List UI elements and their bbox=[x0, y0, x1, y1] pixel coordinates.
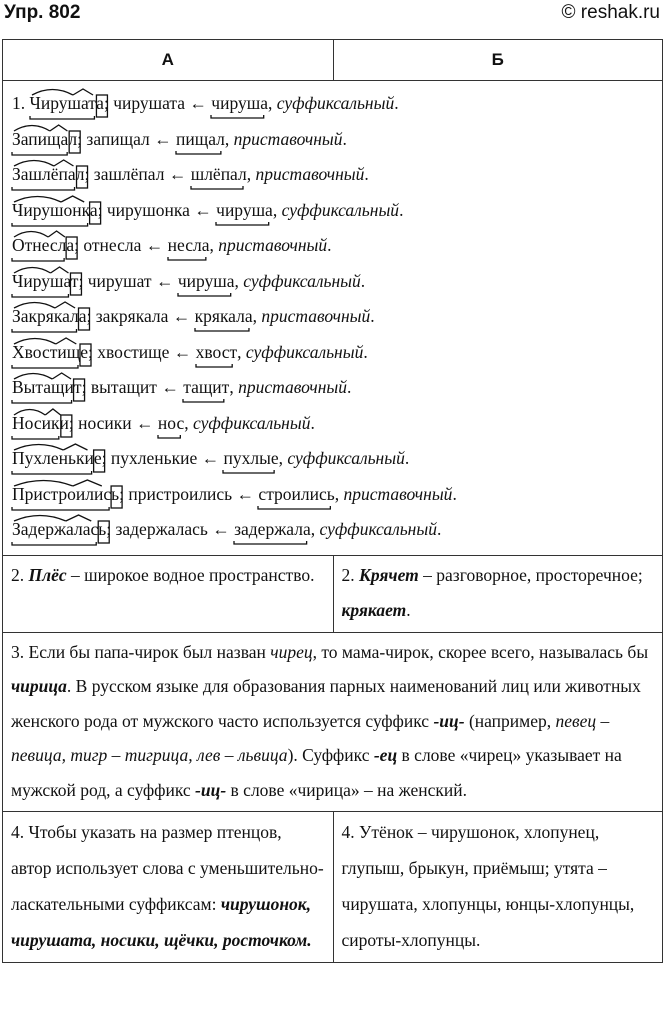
analysis-end: . bbox=[394, 93, 399, 113]
analysis-end: . bbox=[364, 164, 369, 184]
analysis-line bbox=[12, 512, 661, 548]
analysis-type: приставочный bbox=[233, 128, 343, 149]
root-arc bbox=[14, 267, 51, 273]
q2-row bbox=[3, 555, 663, 632]
root-arc bbox=[14, 303, 55, 309]
q3-italic-1: чирец bbox=[270, 641, 313, 662]
analysis-word2: хвостище bbox=[97, 341, 170, 362]
morpheme-marks bbox=[10, 299, 101, 335]
analysis-line bbox=[12, 264, 661, 300]
analysis-sep: ; bbox=[97, 199, 107, 220]
q3-text-4: (например, bbox=[464, 710, 556, 731]
q2-a-text: – широкое водное пространство. bbox=[66, 564, 315, 585]
analysis-type: приставочный bbox=[218, 235, 328, 255]
q3-row bbox=[3, 632, 663, 812]
q4-row bbox=[3, 812, 663, 963]
analysis-comma: , bbox=[209, 235, 219, 255]
analysis-type: приставочный bbox=[255, 164, 365, 184]
analysis-word2: чирушат bbox=[87, 270, 152, 291]
analysis-arrow: ← bbox=[197, 448, 224, 468]
q2-b-cell: 2. Крячет – разговорное, просторечное; крякает. bbox=[333, 555, 662, 632]
analysis-word: Чирушонка bbox=[12, 193, 98, 229]
q4-a-words: чирушонок, чирушата, носики, щёчки, росточком. bbox=[11, 894, 312, 950]
base-stem-bracket bbox=[176, 264, 237, 300]
base-stem-bracket bbox=[221, 441, 280, 477]
analysis-end: . bbox=[363, 341, 368, 362]
analysis-end: . bbox=[347, 377, 352, 397]
morpheme-marks bbox=[10, 441, 116, 477]
q2-b-term: Крячет bbox=[359, 564, 419, 585]
analysis-type: приставочный bbox=[238, 377, 347, 397]
root-arc bbox=[14, 480, 73, 486]
q4-b-cell bbox=[333, 812, 662, 963]
analysis-line bbox=[12, 406, 661, 442]
stem-bracket bbox=[12, 187, 75, 190]
analysis-base: пухлые bbox=[223, 441, 278, 477]
base-stem-bracket bbox=[209, 86, 270, 122]
q3-text-1: 3. Если бы папа-чирок был назван bbox=[11, 641, 271, 662]
base-stem-bracket bbox=[189, 157, 249, 193]
q3-text-6: в слове «чирец» указывает на мужской род, а суффикс bbox=[11, 745, 622, 800]
q3-bold-2: -иц- bbox=[433, 710, 465, 731]
source-label: © reshak.ru bbox=[561, 2, 660, 23]
analysis-word: Носики bbox=[12, 406, 69, 442]
analysis-line bbox=[12, 370, 661, 406]
analysis-comma: , bbox=[237, 341, 246, 362]
analysis-type: суффиксальный bbox=[192, 412, 311, 433]
analysis-arrow: ← bbox=[207, 519, 235, 539]
analysis-word2: вытащит bbox=[90, 377, 157, 397]
analysis-word: Чирушата bbox=[30, 86, 104, 122]
analysis-base: задержала bbox=[234, 512, 311, 548]
analysis-type: суффиксальный bbox=[276, 93, 395, 113]
analysis-word2: пухленькие bbox=[110, 448, 198, 468]
analysis-comma: , bbox=[234, 270, 244, 291]
analysis-word: Отнесла bbox=[12, 228, 74, 264]
base-stem-bracket bbox=[156, 406, 186, 442]
analysis-word: Чирушат bbox=[12, 264, 78, 300]
analysis-end: . bbox=[342, 128, 347, 149]
analysis-word: Закрякала bbox=[12, 299, 87, 335]
stem-bracket bbox=[12, 542, 96, 545]
analysis-comma: , bbox=[184, 412, 193, 433]
analysis-arrow: ← bbox=[168, 306, 195, 326]
analysis-arrow: ← bbox=[185, 93, 212, 113]
analysis-end: . bbox=[452, 483, 457, 504]
root-arc bbox=[32, 90, 73, 96]
base-stem-bracket bbox=[174, 122, 227, 158]
suffix-mark bbox=[56, 338, 77, 344]
analysis-sep: ; bbox=[119, 483, 129, 504]
base-stem-bracket bbox=[214, 193, 275, 229]
analysis-end: . bbox=[436, 519, 442, 539]
exercise-title: Упр. 802 bbox=[4, 2, 81, 23]
analysis-word2: чирушонка bbox=[106, 199, 190, 220]
stem-bracket bbox=[12, 471, 92, 474]
morpheme-marks bbox=[10, 477, 133, 513]
suffix-mark bbox=[73, 480, 102, 486]
analysis-base: крякала bbox=[195, 299, 253, 335]
analysis-comma: , bbox=[334, 483, 344, 504]
stem-bracket bbox=[12, 365, 78, 368]
root-arc bbox=[14, 161, 54, 167]
q4-b-text: 4. Утёнок – чирушонок, хлопунец, глупыш, брыкун, приёмыш; утята – чирушата, хлопунцы, юнцы-хлопунцы, сироты-хлопунцы. bbox=[341, 822, 635, 950]
root-arc bbox=[14, 338, 56, 344]
q3-italic-2: певец – певица, тигр – тигрица, лев – львица bbox=[11, 710, 610, 765]
analysis-word2: носики bbox=[78, 412, 132, 433]
analysis-base: хвост bbox=[196, 335, 238, 371]
stem-bracket bbox=[12, 152, 67, 155]
analysis-comma: , bbox=[246, 164, 256, 184]
word-analysis-list bbox=[4, 82, 661, 554]
analysis-type: суффиксальный bbox=[281, 199, 400, 220]
analysis-word2: задержалась bbox=[115, 519, 208, 539]
analysis-word2: пристроились bbox=[128, 483, 233, 504]
suffix-mark bbox=[72, 89, 92, 95]
analysis-type: суффиксальный bbox=[319, 519, 437, 539]
suffix-mark bbox=[54, 160, 74, 166]
analysis-word: Задержалась bbox=[12, 512, 106, 548]
q3-text-7: в слове «чирица» – на женский. bbox=[226, 779, 468, 800]
analysis-line bbox=[12, 477, 661, 513]
q3-text-5: ). Суффикс bbox=[287, 745, 374, 765]
analysis-comma: , bbox=[310, 519, 320, 539]
analysis-arrow: ← bbox=[141, 235, 168, 255]
stem-bracket bbox=[12, 258, 64, 261]
analysis-word: Пухленькие bbox=[12, 441, 102, 477]
analysis-comma: , bbox=[267, 93, 277, 113]
stem-bracket bbox=[12, 507, 109, 510]
analysis-sep: ; bbox=[101, 448, 111, 468]
suffix-mark bbox=[48, 231, 65, 237]
analysis-line bbox=[12, 157, 661, 193]
q4-a-text: 4. Чтобы указать на размер птенцов, автор использует слова с уменьшительно-ласкательными суффиксам: bbox=[11, 822, 324, 914]
analysis-word: Пристроились bbox=[12, 477, 119, 513]
analysis-line bbox=[12, 86, 661, 122]
analysis-word: Хвостище bbox=[12, 335, 88, 371]
root-arc bbox=[14, 125, 50, 131]
suffix-mark bbox=[52, 373, 71, 379]
analysis-comma: , bbox=[229, 377, 239, 397]
base-stem-bracket bbox=[194, 335, 238, 371]
q3-bold-3: -ец bbox=[373, 745, 398, 765]
analysis-sep: ; bbox=[74, 235, 84, 255]
analysis-line bbox=[12, 122, 661, 158]
suffix-mark bbox=[63, 444, 87, 450]
q2-b-text: – разговорное, просторечное; bbox=[418, 564, 643, 585]
analysis-sep: ; bbox=[77, 128, 87, 149]
analysis-line bbox=[12, 335, 661, 371]
analysis-comma: , bbox=[252, 306, 262, 326]
q4-a-cell bbox=[3, 812, 334, 963]
morpheme-marks bbox=[10, 193, 112, 229]
table-header-row bbox=[3, 40, 663, 81]
analysis-sep: ; bbox=[106, 519, 116, 539]
analysis-base: чируша bbox=[211, 86, 268, 122]
analysis-base: чируша bbox=[178, 264, 235, 300]
root-arc bbox=[14, 196, 61, 202]
stem-bracket bbox=[12, 329, 77, 332]
word-analysis-cell bbox=[3, 81, 663, 556]
analysis-comma: , bbox=[224, 128, 234, 149]
analysis-arrow: ← bbox=[131, 412, 158, 433]
analysis-sep: ; bbox=[84, 164, 94, 184]
q3-bold-4: -иц- bbox=[195, 779, 227, 800]
suffix-mark bbox=[45, 409, 60, 415]
analysis-sep: ; bbox=[86, 306, 96, 326]
column-b-header: Б bbox=[333, 40, 662, 81]
analysis-end: . bbox=[310, 412, 315, 433]
q2-b-term2: крякает bbox=[341, 599, 407, 620]
analysis-arrow: ← bbox=[169, 341, 196, 362]
analysis-end: . bbox=[404, 448, 410, 468]
analysis-type: приставочный bbox=[343, 483, 453, 504]
analysis-base: чируша bbox=[216, 193, 273, 229]
analysis-comma: , bbox=[278, 448, 288, 468]
analysis-type: суффиксальный bbox=[243, 270, 361, 291]
analysis-sep: ; bbox=[103, 93, 114, 113]
analysis-arrow: ← bbox=[151, 270, 178, 291]
q3-bold-1: чирица bbox=[11, 676, 67, 696]
analysis-end: . bbox=[399, 199, 404, 220]
analysis-base: пищал bbox=[176, 122, 225, 158]
analysis-line bbox=[12, 441, 661, 477]
analysis-arrow: ← bbox=[149, 128, 176, 149]
root-arc bbox=[14, 374, 52, 380]
analysis-end: . bbox=[370, 306, 375, 326]
q3-text-3: . В русском языке для образования парных наименований лиц или животных женского рода от мужского часто используется суффикс bbox=[11, 676, 641, 731]
analysis-base: несла bbox=[168, 228, 210, 264]
q3-cell bbox=[3, 632, 663, 812]
suffix-mark bbox=[50, 125, 68, 131]
suffix-mark bbox=[51, 267, 69, 273]
column-a-header: А bbox=[3, 40, 334, 81]
root-arc bbox=[14, 516, 66, 522]
stem-bracket bbox=[12, 294, 68, 297]
analysis-row bbox=[3, 81, 663, 556]
base-stem-bracket bbox=[232, 512, 313, 548]
analysis-arrow: ← bbox=[156, 377, 184, 397]
analysis-word: Запищал bbox=[12, 122, 77, 158]
q3-text-2: , то мама-чирок, скорее всего, называлась бы bbox=[312, 641, 649, 662]
page-header bbox=[0, 0, 666, 30]
analysis-sep: ; bbox=[68, 412, 79, 433]
base-stem-bracket bbox=[193, 299, 255, 335]
analysis-word2: отнесла bbox=[83, 235, 142, 255]
analysis-line bbox=[12, 228, 661, 264]
analysis-base: шлёпал bbox=[191, 157, 247, 193]
analysis-base: тащит bbox=[183, 370, 229, 406]
suffix-mark bbox=[66, 515, 91, 521]
analysis-arrow: ← bbox=[232, 483, 259, 504]
root-arc bbox=[14, 409, 45, 415]
suffix-mark bbox=[55, 302, 75, 308]
root-arc bbox=[14, 445, 63, 451]
base-stem-bracket bbox=[256, 477, 336, 513]
analysis-arrow: ← bbox=[189, 199, 217, 220]
analysis-word2: закрякала bbox=[95, 306, 169, 326]
base-stem-bracket bbox=[166, 228, 212, 264]
analysis-base: нос bbox=[158, 406, 184, 442]
stem-bracket bbox=[30, 116, 94, 119]
base-stem-bracket bbox=[181, 370, 230, 406]
q2-b-end: . bbox=[406, 599, 411, 620]
analysis-sep: ; bbox=[78, 270, 88, 291]
stem-bracket bbox=[12, 223, 88, 226]
analysis-sep: ; bbox=[81, 377, 91, 397]
analysis-word2: зашлёпал bbox=[93, 164, 165, 184]
analysis-type: приставочный bbox=[261, 306, 371, 326]
stem-bracket bbox=[12, 436, 59, 439]
analysis-line bbox=[12, 193, 661, 229]
analysis-word2: запищал bbox=[86, 128, 150, 149]
analysis-type: суффиксальный bbox=[245, 341, 364, 362]
q2-a-cell: 2. Плёс – широкое водное пространство. bbox=[3, 555, 334, 632]
morpheme-marks bbox=[10, 512, 120, 548]
analysis-end: . bbox=[327, 235, 332, 255]
analysis-type: суффиксальный bbox=[287, 448, 405, 468]
analysis-word: Зашлёпал bbox=[12, 157, 85, 193]
stem-bracket bbox=[12, 400, 72, 403]
suffix-mark bbox=[61, 196, 84, 202]
analysis-base: строились bbox=[258, 477, 334, 513]
analysis-line bbox=[12, 299, 661, 335]
analysis-sep: ; bbox=[88, 341, 98, 362]
analysis-word2: чирушата bbox=[113, 93, 186, 113]
analysis-arrow: ← bbox=[164, 164, 191, 184]
root-arc bbox=[14, 232, 48, 238]
analysis-comma: , bbox=[272, 199, 282, 220]
analysis-word: Вытащит bbox=[12, 370, 82, 406]
analysis-num: 1. bbox=[12, 93, 30, 113]
answer-table bbox=[2, 39, 663, 963]
q2-a-term: Плёс bbox=[28, 564, 67, 585]
analysis-end: . bbox=[360, 270, 366, 291]
